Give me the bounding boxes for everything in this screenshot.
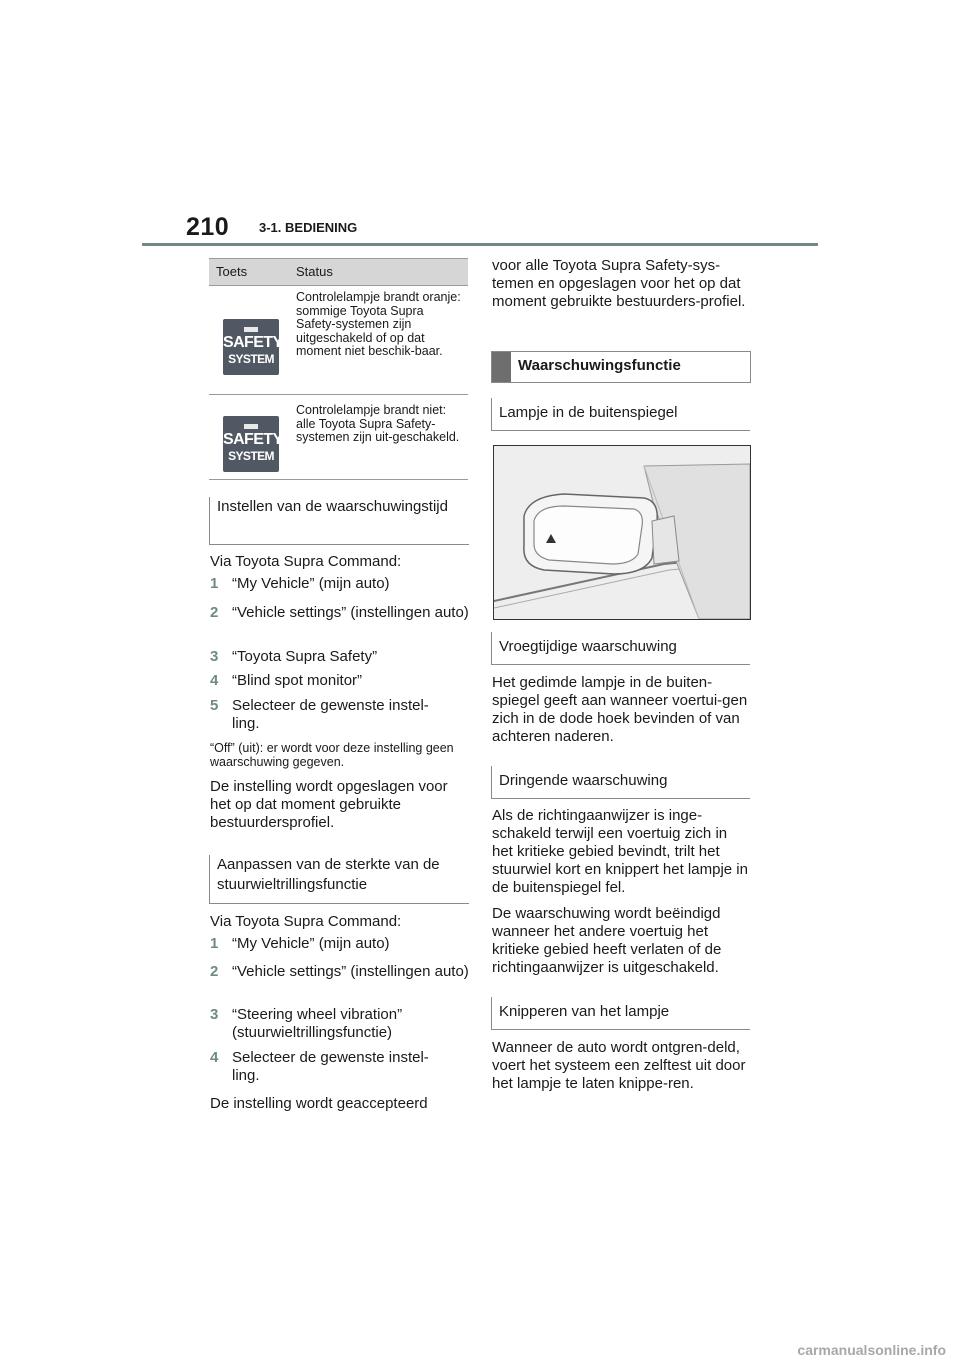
blink-text: Wanneer de auto wordt ontgren-deld, voert het systeem een zelftest uit door het lampje te laten knippe-ren. — [492, 1039, 746, 1092]
step-item: 1 “My Vehicle” (mijn auto) — [210, 935, 390, 952]
col-status: Status — [296, 264, 333, 279]
watermark: carmanualsonline.info — [797, 1342, 946, 1358]
step-item: 4 Selecteer de gewenste instel-ling. — [210, 1049, 429, 1084]
status-table — [209, 258, 468, 480]
step-item: 5 Selecteer de gewenste instel-ling. — [210, 697, 429, 732]
section-heading-lamp: Lampje in de buitenspiegel — [491, 398, 750, 431]
page-number: 210 — [186, 213, 230, 241]
table-header — [209, 258, 468, 286]
table-row — [209, 286, 468, 395]
section-heading-urgent: Dringende waarschuwing — [491, 766, 750, 799]
status-text: Controlelampje brandt oranje: sommige Toyota Supra Safety-systemen zijn uitgeschakeld of op dat moment niet beschik-baar. — [296, 290, 461, 359]
step-item: 2 “Vehicle settings” (instellingen auto) — [210, 604, 469, 621]
header-rule — [142, 243, 818, 246]
step-item: 4 “Blind spot monitor” — [210, 672, 363, 689]
step-item: 2 “Vehicle settings” (instellingen auto) — [210, 963, 469, 980]
section-heading-vibration: Aanpassen van de sterkte van de stuurwieltrillingsfunctie — [209, 855, 469, 904]
heading-block — [492, 352, 511, 382]
step-item: 1 “My Vehicle” (mijn auto) — [210, 575, 390, 592]
saved-text: De instelling wordt opgeslagen voor het op dat moment gebruikte bestuurdersprofiel. — [210, 778, 448, 831]
accepted-text: De instelling wordt geaccepteerd — [210, 1095, 428, 1112]
step-item: 3 “Toyota Supra Safety” — [210, 648, 378, 665]
table-row — [209, 395, 468, 480]
section-heading-warning-time: Instellen van de waarschuwingstijd — [209, 497, 469, 545]
early-text: Het gedimde lampje in de buiten-spiegel geeft aan wanneer voertui-gen zich in de dode hoek bevinden of van achteren naderen. — [492, 674, 748, 745]
note-off: “Off” (uit): er wordt voor deze instelling geen waarschuwing gegeven. — [210, 741, 454, 769]
urgent-text-1: Als de richtingaanwijzer is inge-schakeld terwijl een voertuig zich in het kritieke gebied bevindt, trilt het stuurwiel kort en knippert het lampje in de buitenspiegel fel. — [492, 807, 748, 896]
via-command-2: Via Toyota Supra Command: — [210, 913, 402, 930]
safety-system-icon: SAFETY SYSTEM — [223, 319, 279, 375]
safety-system-icon: SAFETY SYSTEM — [223, 416, 279, 472]
col-toets: Toets — [216, 264, 248, 279]
mirror-illustration — [493, 445, 751, 620]
section-heading-waarschuwingsfunctie: Waarschuwingsfunctie — [491, 351, 751, 383]
section-heading-blink: Knipperen van het lampje — [491, 997, 750, 1030]
status-text: Controlelampje brandt niet: alle Toyota Supra Safety-systemen zijn uit-geschakeld. — [296, 403, 460, 445]
via-command-1: Via Toyota Supra Command: — [210, 553, 402, 570]
section-heading-early: Vroegtijdige waarschuwing — [491, 632, 750, 665]
chapter-title: 3-1. BEDIENING — [259, 220, 358, 235]
continued-text: voor alle Toyota Supra Safety-sys-temen en opgeslagen voor het op dat moment gebruikte bestuurders-profiel. — [492, 257, 746, 310]
step-item: 3 “Steering wheel vibration” (stuurwieltrillingsfunctie) — [210, 1006, 403, 1041]
urgent-text-2: De waarschuwing wordt beëindigd wanneer het andere voertuig het kritieke gebied heeft verlaten of de richtingaanwijzer is uitgeschakeld. — [492, 905, 722, 976]
